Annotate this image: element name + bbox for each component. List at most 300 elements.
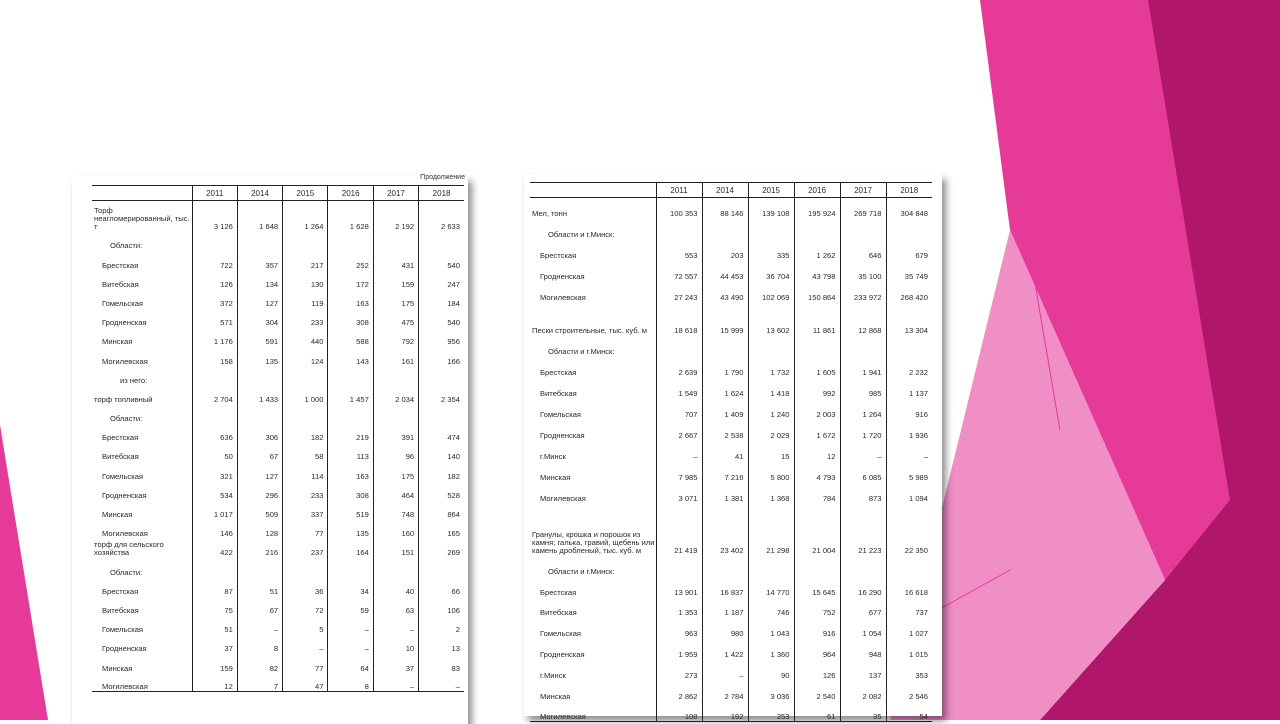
table-row	[530, 302, 932, 335]
value-cell: 1 017	[192, 500, 237, 519]
value-cell: 268 420	[886, 281, 932, 302]
table-row	[92, 289, 464, 308]
value-cell: –	[373, 615, 418, 634]
header-name-cell	[92, 186, 192, 201]
table-row	[530, 440, 932, 461]
header-row	[92, 186, 464, 201]
value-cell: 679	[886, 239, 932, 260]
value-cell: 21 004	[794, 503, 840, 555]
table-row	[92, 366, 464, 385]
row-label: Области:	[110, 414, 143, 424]
value-cell: 21 419	[656, 503, 702, 555]
row-label: Области и г.Минск:	[548, 347, 615, 357]
table-row	[92, 442, 464, 461]
header-row	[530, 183, 932, 198]
row-label: Области:	[110, 241, 143, 251]
value-cell	[192, 557, 237, 576]
value-cell: 126	[794, 659, 840, 680]
value-cell: 440	[283, 327, 328, 346]
table-row	[530, 218, 932, 239]
value-cell: 54	[886, 701, 932, 722]
value-cell: 126	[192, 270, 237, 289]
value-cell: 72	[283, 596, 328, 615]
value-cell: 96	[373, 442, 418, 461]
value-cell: 16 837	[702, 576, 748, 597]
value-cell: 1 457	[328, 385, 373, 404]
table-row	[530, 638, 932, 659]
row-label: Могилевская	[530, 701, 656, 722]
value-cell: –	[656, 440, 702, 461]
table-row	[530, 377, 932, 398]
value-cell: 164	[328, 538, 373, 557]
value-cell: 35 749	[886, 260, 932, 281]
value-cell: 146	[192, 519, 237, 538]
right-table-sheet	[524, 174, 942, 722]
table-row	[530, 398, 932, 419]
value-cell: 2 784	[702, 680, 748, 701]
value-cell	[419, 231, 464, 250]
left-table-body	[92, 201, 464, 692]
value-cell: 150 864	[794, 281, 840, 302]
value-cell	[237, 404, 282, 423]
value-cell: 1 959	[656, 638, 702, 659]
value-cell: 722	[192, 250, 237, 269]
value-cell	[840, 555, 886, 576]
value-cell: –	[283, 634, 328, 653]
value-cell: 752	[794, 597, 840, 618]
value-cell: 474	[419, 423, 464, 442]
value-cell: 1 648	[237, 201, 282, 232]
table-row	[530, 503, 932, 555]
value-cell: 1 628	[328, 201, 373, 232]
row-label: Могилевская	[540, 493, 586, 503]
value-cell	[373, 404, 418, 423]
value-cell: 16 618	[886, 576, 932, 597]
value-cell	[373, 366, 418, 385]
value-cell: 1 187	[702, 597, 748, 618]
value-cell: 58	[283, 442, 328, 461]
value-cell: 1 000	[283, 385, 328, 404]
value-cell: 1 732	[748, 356, 794, 377]
value-cell: 50	[192, 442, 237, 461]
row-label: Брестская	[102, 433, 139, 443]
table-row	[530, 239, 932, 260]
table-row	[92, 423, 464, 442]
value-cell: 7	[237, 673, 282, 692]
value-cell: 184	[419, 289, 464, 308]
table-row	[530, 461, 932, 482]
value-cell: 1 054	[840, 617, 886, 638]
value-cell: 139 108	[748, 198, 794, 219]
value-cell: 36	[283, 577, 328, 596]
value-cell: 13 304	[886, 302, 932, 335]
value-cell	[840, 218, 886, 239]
row-label: Могилевская	[540, 292, 586, 302]
table-row	[530, 555, 932, 576]
value-cell: 233	[283, 481, 328, 500]
value-cell: 1 672	[794, 419, 840, 440]
row-label: Витебская	[540, 608, 577, 618]
row-label: Витебская	[102, 279, 139, 289]
value-cell	[192, 366, 237, 385]
value-cell: 431	[373, 250, 418, 269]
value-cell: 37	[373, 653, 418, 672]
table-row	[530, 419, 932, 440]
table-row	[530, 659, 932, 680]
value-cell	[748, 218, 794, 239]
row-label: г.Минск	[540, 451, 566, 461]
value-cell: 1 422	[702, 638, 748, 659]
row-label: Могилевская	[102, 529, 148, 539]
value-cell: 5 989	[886, 461, 932, 482]
value-cell: 273	[656, 659, 702, 680]
value-cell: 113	[328, 442, 373, 461]
value-cell: 2 232	[886, 356, 932, 377]
row-label: Минская	[102, 510, 133, 520]
value-cell: –	[328, 615, 373, 634]
value-cell: 2 667	[656, 419, 702, 440]
value-cell: 37	[192, 634, 237, 653]
minerals-production-table	[530, 182, 932, 722]
value-cell: 237	[283, 538, 328, 557]
value-cell: 2 003	[794, 398, 840, 419]
value-cell: 51	[192, 615, 237, 634]
year-header: 2016	[328, 186, 373, 201]
value-cell: 140	[419, 442, 464, 461]
right-table-body	[530, 198, 932, 722]
value-cell: 217	[283, 250, 328, 269]
table-row	[92, 615, 464, 634]
row-label: торф для сельского хозяйства	[94, 540, 164, 558]
value-cell: 77	[283, 519, 328, 538]
year-header: 2015	[748, 183, 794, 198]
value-cell: –	[373, 673, 418, 692]
value-cell: 1 624	[702, 377, 748, 398]
row-label: Могилевская	[102, 356, 148, 366]
row-label: Области и г.Минск:	[548, 230, 615, 240]
value-cell: 1 381	[702, 482, 748, 503]
value-cell: 192	[702, 701, 748, 722]
row-label: Пески строительные, тыс. куб. м	[532, 326, 647, 336]
row-label: Брестская	[102, 586, 139, 596]
value-cell: 13 602	[748, 302, 794, 335]
value-cell: 5	[283, 615, 328, 634]
row-label: из него:	[120, 375, 148, 385]
value-cell: 1 790	[702, 356, 748, 377]
value-cell: 137	[840, 659, 886, 680]
table-row	[92, 270, 464, 289]
row-label: Минская	[540, 692, 571, 701]
value-cell: 161	[373, 346, 418, 365]
row-label: Гродненская	[102, 318, 147, 328]
row-label: Торф неагломерированный, тыс. т	[94, 206, 190, 232]
peat-production-table	[92, 185, 464, 692]
value-cell: 422	[192, 538, 237, 557]
value-cell: 1 418	[748, 377, 794, 398]
value-cell: –	[886, 440, 932, 461]
value-cell: 163	[328, 461, 373, 480]
value-cell: 13 901	[656, 576, 702, 597]
table-row	[92, 481, 464, 500]
table-row	[92, 308, 464, 327]
year-header: 2011	[656, 183, 702, 198]
value-cell: 77	[283, 653, 328, 672]
value-cell: 1 043	[748, 617, 794, 638]
value-cell	[192, 404, 237, 423]
value-cell: 540	[419, 250, 464, 269]
value-cell: 1 176	[192, 327, 237, 346]
row-label: Мел, тонн	[532, 209, 568, 219]
table-row	[92, 461, 464, 480]
value-cell: 135	[237, 346, 282, 365]
value-cell: 135	[328, 519, 373, 538]
table-row	[92, 327, 464, 346]
value-cell: 2 082	[840, 680, 886, 701]
value-cell: 82	[237, 653, 282, 672]
value-cell: 916	[794, 617, 840, 638]
value-cell	[237, 366, 282, 385]
value-cell: 130	[283, 270, 328, 289]
value-cell: 321	[192, 461, 237, 480]
row-label: Области и г.Минск:	[548, 566, 615, 576]
value-cell: 36 704	[748, 260, 794, 281]
table-row	[92, 500, 464, 519]
table-row	[92, 634, 464, 653]
value-cell: 106	[419, 596, 464, 615]
value-cell: –	[419, 673, 464, 692]
value-cell: 159	[192, 653, 237, 672]
value-cell: 108	[656, 701, 702, 722]
value-cell: 233	[283, 308, 328, 327]
value-cell: 475	[373, 308, 418, 327]
value-cell: 21 223	[840, 503, 886, 555]
value-cell: 21 298	[748, 503, 794, 555]
value-cell: 588	[328, 327, 373, 346]
value-cell	[794, 335, 840, 356]
value-cell: 23 402	[702, 503, 748, 555]
value-cell: 353	[886, 659, 932, 680]
value-cell: 40	[373, 577, 418, 596]
value-cell	[283, 231, 328, 250]
value-cell: 391	[373, 423, 418, 442]
value-cell: 47	[283, 673, 328, 692]
year-header: 2017	[840, 183, 886, 198]
table-row	[92, 385, 464, 404]
value-cell: 304	[237, 308, 282, 327]
value-cell	[656, 555, 702, 576]
value-cell: 864	[419, 500, 464, 519]
value-cell: 269	[419, 538, 464, 557]
value-cell: 22 350	[886, 503, 932, 555]
value-cell: 784	[794, 482, 840, 503]
table-row	[530, 701, 932, 722]
row-label: Гродненская	[540, 272, 585, 282]
value-cell: 61	[794, 701, 840, 722]
table-row	[92, 577, 464, 596]
table-row	[530, 482, 932, 503]
value-cell: 182	[419, 461, 464, 480]
value-cell: 2 633	[419, 201, 464, 232]
row-label: Минская	[540, 472, 571, 482]
table-row	[530, 680, 932, 701]
value-cell: 102 069	[748, 281, 794, 302]
table-row	[92, 231, 464, 250]
value-cell: 1 605	[794, 356, 840, 377]
value-cell: 7 985	[656, 461, 702, 482]
value-cell: 18 618	[656, 302, 702, 335]
table-row	[92, 346, 464, 365]
value-cell: 175	[373, 461, 418, 480]
value-cell: 1 240	[748, 398, 794, 419]
value-cell: 219	[328, 423, 373, 442]
year-header: 2014	[237, 186, 282, 201]
value-cell: 160	[373, 519, 418, 538]
value-cell: 534	[192, 481, 237, 500]
value-cell: 253	[748, 701, 794, 722]
value-cell: 963	[656, 617, 702, 638]
year-header: 2016	[794, 183, 840, 198]
value-cell	[702, 335, 748, 356]
table-row	[530, 335, 932, 356]
value-cell: 2 192	[373, 201, 418, 232]
value-cell: 233 972	[840, 281, 886, 302]
value-cell: 980	[702, 617, 748, 638]
row-label: Гродненская	[540, 430, 585, 440]
table-row	[92, 596, 464, 615]
value-cell: 1 549	[656, 377, 702, 398]
value-cell: 67	[237, 442, 282, 461]
value-cell: 1 027	[886, 617, 932, 638]
value-cell: 51	[237, 577, 282, 596]
value-cell: 3 036	[748, 680, 794, 701]
row-label: Брестская	[540, 587, 577, 597]
value-cell: 75	[192, 596, 237, 615]
value-cell	[328, 231, 373, 250]
value-cell	[748, 335, 794, 356]
value-cell: 964	[794, 638, 840, 659]
row-label: торф топливный	[94, 394, 153, 404]
value-cell: 114	[283, 461, 328, 480]
value-cell: 553	[656, 239, 702, 260]
table-row	[92, 404, 464, 423]
value-cell	[702, 555, 748, 576]
row-label: Минская	[102, 337, 133, 347]
table-row	[530, 198, 932, 219]
value-cell: 337	[283, 500, 328, 519]
value-cell: 166	[419, 346, 464, 365]
value-cell	[886, 218, 932, 239]
value-cell: 15	[748, 440, 794, 461]
value-cell	[656, 218, 702, 239]
year-header: 2018	[419, 186, 464, 201]
value-cell: 175	[373, 289, 418, 308]
row-label: г.Минск	[540, 671, 566, 681]
row-label: Гродненская	[540, 650, 585, 660]
value-cell: 88 146	[702, 198, 748, 219]
row-label: Гомельская	[102, 298, 144, 308]
year-header: 2014	[702, 183, 748, 198]
value-cell: 8	[237, 634, 282, 653]
value-cell: 4 793	[794, 461, 840, 482]
value-cell: 296	[237, 481, 282, 500]
value-cell: –	[840, 440, 886, 461]
value-cell: 158	[192, 346, 237, 365]
table-row	[530, 597, 932, 618]
year-header: 2018	[886, 183, 932, 198]
value-cell: 67	[237, 596, 282, 615]
value-cell: 985	[840, 377, 886, 398]
value-cell: 63	[373, 596, 418, 615]
value-cell: 948	[840, 638, 886, 659]
value-cell: 16 290	[840, 576, 886, 597]
value-cell: 707	[656, 398, 702, 419]
value-cell: 134	[237, 270, 282, 289]
value-cell: 15 645	[794, 576, 840, 597]
value-cell: 748	[373, 500, 418, 519]
value-cell: 308	[328, 481, 373, 500]
value-cell: 308	[328, 308, 373, 327]
value-cell	[192, 231, 237, 250]
row-label: Гомельская	[540, 629, 582, 639]
value-cell: 646	[840, 239, 886, 260]
value-cell: 119	[283, 289, 328, 308]
value-cell: 1 368	[748, 482, 794, 503]
value-cell: 2 029	[748, 419, 794, 440]
value-cell: 13	[419, 634, 464, 653]
value-cell: 1 137	[886, 377, 932, 398]
value-cell	[886, 555, 932, 576]
value-cell: 1 936	[886, 419, 932, 440]
row-label: Витебская	[102, 452, 139, 462]
row-label: Гродненская	[102, 644, 147, 654]
value-cell: 100 353	[656, 198, 702, 219]
row-label: Области:	[110, 567, 143, 577]
table-row	[530, 356, 932, 377]
value-cell: 509	[237, 500, 282, 519]
value-cell: –	[237, 615, 282, 634]
value-cell: 12 868	[840, 302, 886, 335]
row-label: Гомельская	[540, 409, 582, 419]
value-cell: 1 433	[237, 385, 282, 404]
value-cell: –	[702, 659, 748, 680]
left-magenta-shape	[0, 425, 48, 720]
value-cell: 636	[192, 423, 237, 442]
table-row	[530, 260, 932, 281]
table-row	[92, 673, 464, 692]
value-cell: 72 557	[656, 260, 702, 281]
value-cell: 571	[192, 308, 237, 327]
value-cell: 127	[237, 461, 282, 480]
value-cell: 956	[419, 327, 464, 346]
value-cell	[328, 404, 373, 423]
value-cell: 12	[794, 440, 840, 461]
value-cell: 2 538	[702, 419, 748, 440]
value-cell: 1 353	[656, 597, 702, 618]
value-cell: 1 720	[840, 419, 886, 440]
value-cell: 335	[748, 239, 794, 260]
value-cell: 14 770	[748, 576, 794, 597]
continuation-label: Продолжение	[420, 174, 465, 181]
value-cell: 519	[328, 500, 373, 519]
value-cell: 2 704	[192, 385, 237, 404]
row-label: Гомельская	[102, 471, 144, 481]
table-row	[530, 576, 932, 597]
value-cell	[328, 366, 373, 385]
table-row	[92, 201, 464, 232]
value-cell: 792	[373, 327, 418, 346]
value-cell: 163	[328, 289, 373, 308]
value-cell: 992	[794, 377, 840, 398]
